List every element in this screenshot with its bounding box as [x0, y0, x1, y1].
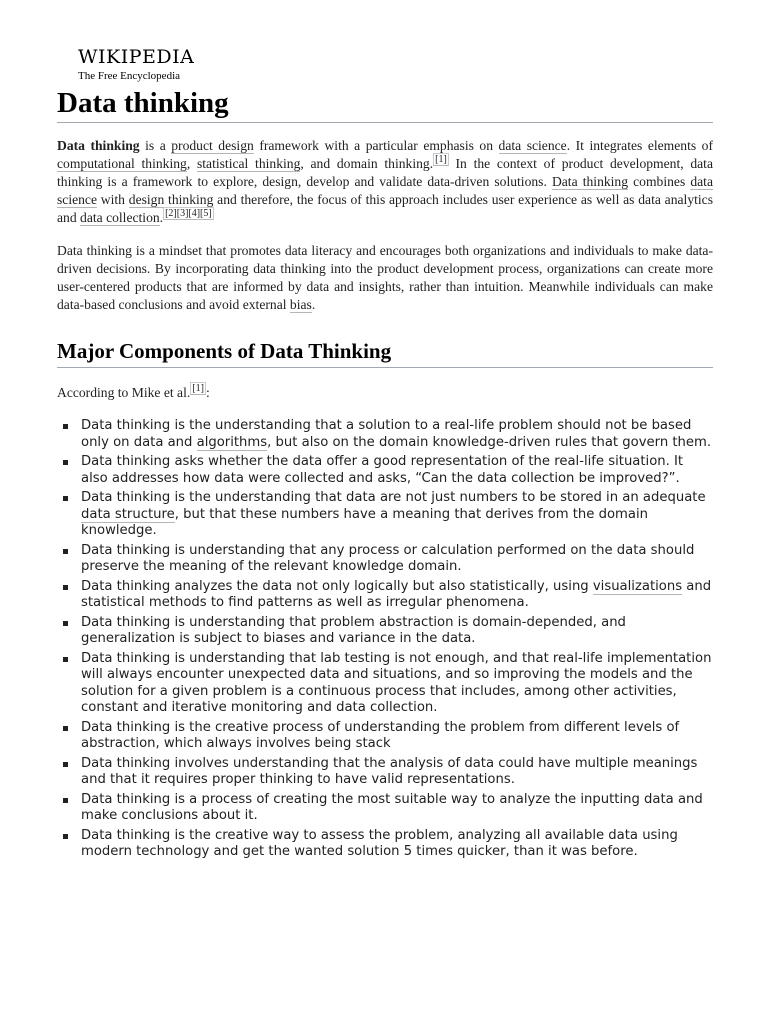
page-title: Data thinking — [57, 86, 713, 123]
text: framework with a particular emphasis on — [253, 138, 499, 153]
text: Data thinking analyzes the data not only logically but also statistically, using — [81, 578, 593, 594]
section-heading: Major Components of Data Thinking — [57, 338, 713, 368]
intro-paragraph-1 — [57, 137, 713, 227]
text: , but also on the domain knowledge-driven rules that govern them. — [267, 434, 712, 450]
text: and therefore, the focus of this approach includes user experience as well as data analytics and — [57, 192, 714, 225]
text: Data thinking is the understanding that a solution to a real-life problem should not be based only on data and — [81, 418, 692, 450]
components-list — [57, 418, 713, 861]
intro-paragraph-2 — [57, 242, 713, 314]
text: : — [205, 385, 210, 400]
list-item: Data thinking is the creative way to assess the problem, analyzing all available data using modern technology and get the wanted solution 5 times quicker, than it was before. — [57, 828, 713, 861]
link-data-structure[interactable]: data structure — [81, 506, 175, 522]
logo-tagline: The Free Encyclopedia — [78, 70, 181, 82]
reference-link[interactable]: [1] — [435, 154, 447, 166]
list-item: Data thinking asks whether the data offer a good representation of the real-life situation. It also addresses how data were collected and asks, “Can the data collection be improved?”. — [57, 454, 713, 487]
link-product-design[interactable]: product design — [171, 138, 254, 153]
section-intro — [57, 384, 713, 402]
wikipedia-logo[interactable] — [78, 48, 713, 82]
text: Data thinking is a mindset that promotes data literacy and encourages both organizations and individuals to make data-driven decisions. By incorporating data thinking into the product development process, organizations can create more user-centered products that are informed by data and insights, rather than intuition. Meanwhile individuals can make data-based conclusions and avoid external — [57, 243, 713, 312]
link-data-thinking[interactable]: Data thinking — [551, 174, 629, 189]
article — [57, 48, 713, 864]
list-item: Data thinking involves understanding that the analysis of data could have multiple meanings and that it requires proper thinking to have valid representations. — [57, 756, 713, 789]
bold-term: Data thinking — [57, 138, 140, 153]
link-data-science-2[interactable]: data science — [57, 174, 713, 207]
link-bias[interactable]: bias — [289, 297, 312, 312]
text: . — [159, 210, 164, 225]
text: and statistical methods to find patterns as well as irregular phenomena. — [81, 578, 712, 610]
text: , but that these numbers have a meaning that derives from the domain knowledge. — [81, 506, 648, 538]
link-algorithms[interactable]: algorithms — [196, 434, 268, 450]
text: , — [186, 156, 197, 171]
list-item: Data thinking is understanding that lab testing is not enough, and that real-life implementation will always encounter unexpected data and situations, and so improving the models and the solution for a given problem is a continuous process that includes, among other activities, constant and iterative monitoring and data collection. — [57, 651, 713, 717]
list-item: Data thinking is a process of creating the most suitable way to analyze the inputting data and make conclusions about it. — [57, 792, 713, 825]
link-design-thinking[interactable]: design thinking — [128, 192, 214, 207]
link-data-collection[interactable]: data collection — [80, 210, 160, 225]
list-item — [57, 490, 713, 540]
list-item: Data thinking is the creative process of understanding the problem from different levels of abstraction, which always involves being stack — [57, 720, 713, 753]
text: is a — [139, 138, 172, 153]
text: According to Mike et al. — [57, 385, 191, 400]
link-computational-thinking[interactable]: computational thinking — [57, 156, 187, 171]
text: , and domain thinking. — [300, 156, 434, 171]
link-data-science[interactable]: data science — [498, 138, 567, 153]
list-item — [57, 579, 713, 612]
text: . It integrates elements of — [566, 138, 713, 153]
text: combines — [628, 174, 691, 189]
link-statistical-thinking[interactable]: statistical thinking — [196, 156, 301, 171]
text: with — [97, 192, 129, 207]
reference-link[interactable]: [1] — [192, 383, 204, 395]
text: Data thinking is the understanding that data are not just numbers to be stored in an adequate — [81, 490, 706, 505]
link-visualizations[interactable]: visualizations — [592, 578, 683, 594]
text: . — [311, 297, 316, 312]
list-item — [57, 418, 713, 451]
text: In the context of product development, data thinking is a framework to explore, design, develop and validate data-driven solutions. — [57, 156, 713, 189]
list-item: Data thinking is understanding that problem abstraction is domain-depended, and generalization is subject to biases and variance in the data. — [57, 615, 713, 648]
list-item: Data thinking is understanding that any process or calculation performed on the data should preserve the meaning of the relevant knowledge domain. — [57, 543, 713, 576]
reference-links[interactable]: [2][3][4][5] — [165, 208, 212, 220]
logo-wordmark: WIKIPEDIA — [78, 46, 195, 68]
